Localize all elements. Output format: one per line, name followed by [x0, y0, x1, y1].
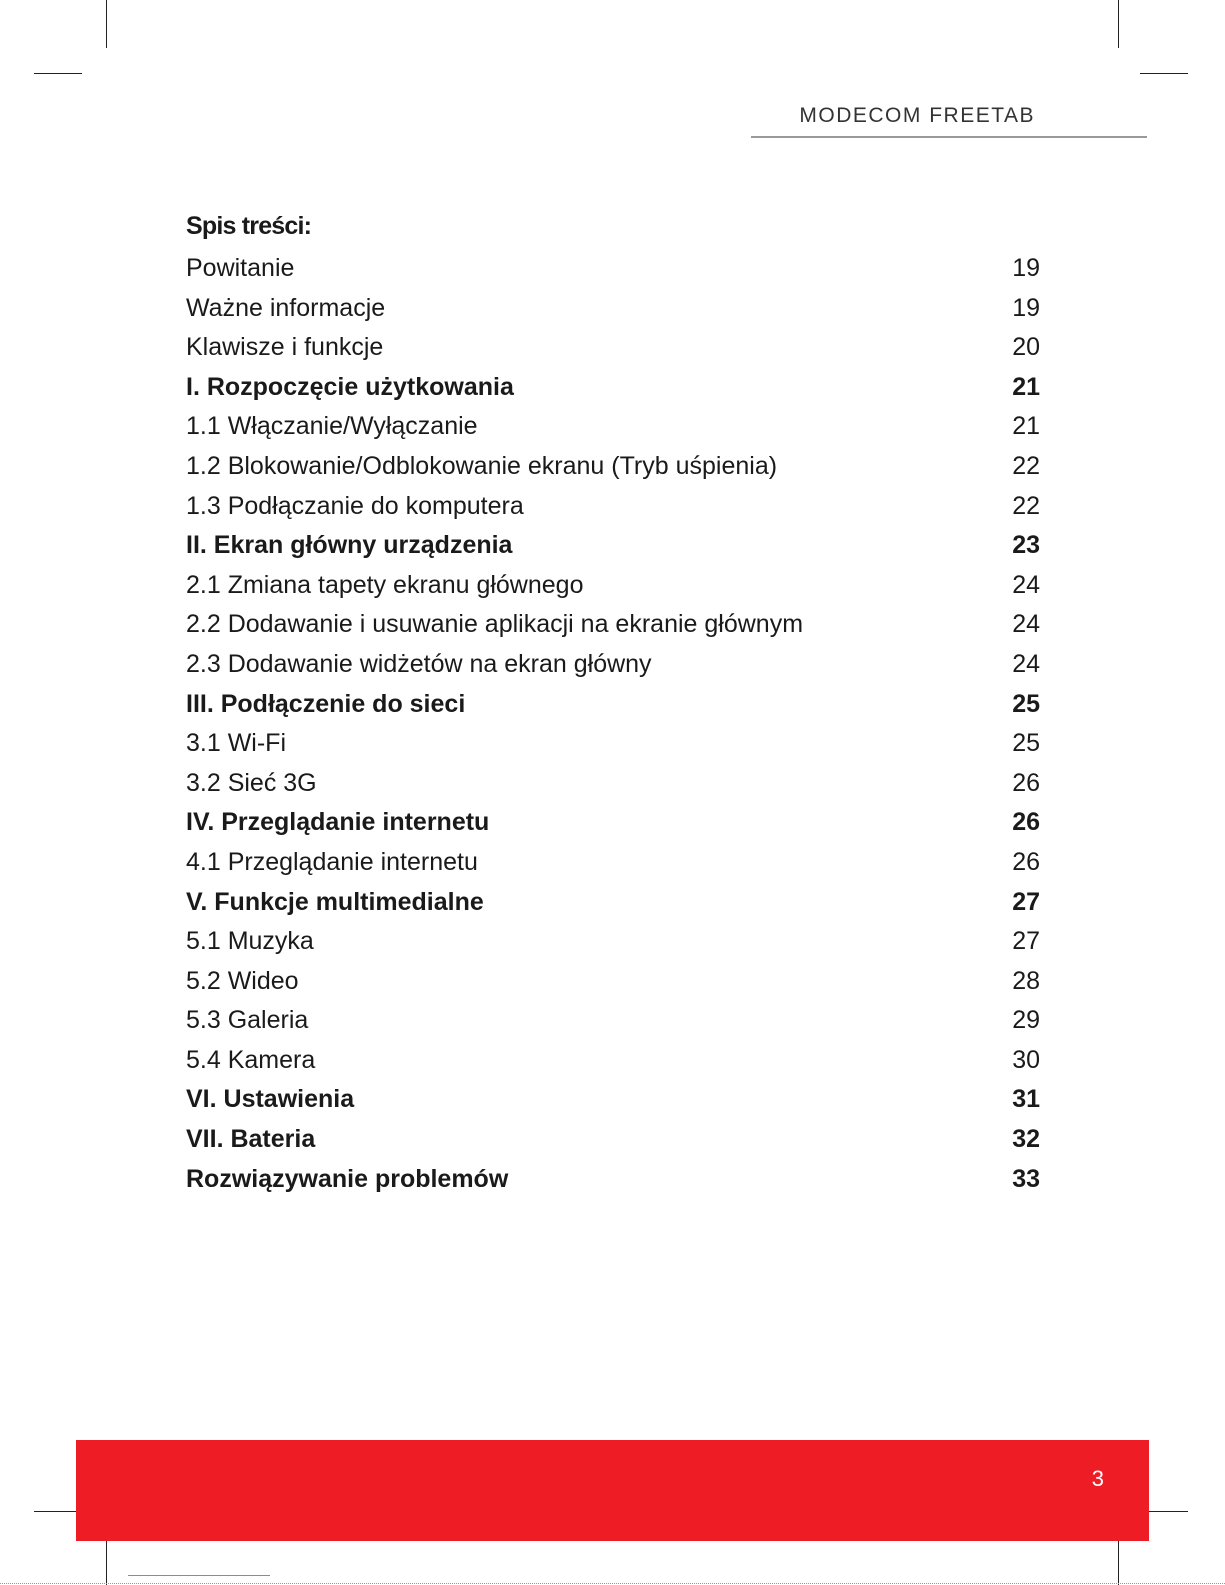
crop-mark-top-left-vertical [106, 0, 107, 48]
toc-entry-title: 2.2 Dodawanie i usuwanie aplikacji na ekranie głównym [186, 610, 804, 639]
toc-entry-title: 2.3 Dodawanie widżetów na ekran główny [186, 649, 652, 678]
crop-mark-top-right-horizontal [1140, 73, 1188, 74]
toc-entry-page: 26 [1012, 808, 1040, 837]
toc-entry-title: VII. Bateria [186, 1125, 316, 1154]
toc-section-entry[interactable] [186, 566, 1040, 606]
toc-chapter-entry[interactable] [186, 1120, 1040, 1160]
toc-entry-page: 21 [1012, 412, 1040, 441]
toc-entry-title: 2.1 Zmiana tapety ekranu głównego [186, 570, 584, 599]
footer-bar [76, 1440, 1149, 1541]
toc-entry-title: 3.1 Wi-Fi [186, 729, 286, 758]
toc-section-entry[interactable] [186, 249, 1040, 289]
toc-entry-page: 27 [1012, 887, 1040, 916]
toc-entry-title: 5.3 Galeria [186, 1006, 309, 1035]
toc-entry-title: III. Podłączenie do sieci [186, 689, 466, 718]
toc-entry-title: 5.2 Wideo [186, 966, 299, 995]
toc-entry-page: 22 [1012, 451, 1040, 480]
toc-chapter-entry[interactable] [186, 803, 1040, 843]
toc-entry-title: Klawisze i funkcje [186, 333, 384, 362]
toc-entry-page: 27 [1012, 927, 1040, 956]
toc-section-entry[interactable] [186, 645, 1040, 685]
toc-section-entry[interactable] [186, 487, 1040, 527]
toc-entry-page: 31 [1012, 1085, 1040, 1114]
toc-entry-title: 5.4 Kamera [186, 1045, 316, 1074]
toc-entry-page: 21 [1012, 372, 1040, 401]
toc-entry-title: II. Ekran główny urządzenia [186, 531, 513, 560]
toc-entry-title: Ważne informacje [186, 293, 386, 322]
toc-section-entry[interactable] [186, 407, 1040, 447]
toc-chapter-entry[interactable] [186, 526, 1040, 566]
toc-entry-title: Rozwiązywanie problemów [186, 1164, 509, 1193]
toc-list [186, 249, 1040, 1199]
toc-section-entry[interactable] [186, 328, 1040, 368]
toc-section-entry[interactable] [186, 289, 1040, 329]
toc-entry-title: I. Rozpoczęcie użytkowania [186, 372, 514, 401]
toc-entry-page: 26 [1012, 768, 1040, 797]
crop-mark-bottom-right-vertical [1118, 1537, 1119, 1585]
toc-entry-page: 22 [1012, 491, 1040, 520]
crop-mark-bottom-left-horizontal [34, 1511, 82, 1512]
toc-entry-page: 28 [1012, 966, 1040, 995]
toc-entry-title: 5.1 Muzyka [186, 927, 314, 956]
toc-entry-page: 23 [1012, 531, 1040, 560]
toc-entry-title: VI. Ustawienia [186, 1085, 355, 1114]
toc-entry-page: 25 [1012, 689, 1040, 718]
toc-entry-title: 3.2 Sieć 3G [186, 768, 317, 797]
toc-section-entry[interactable] [186, 1001, 1040, 1041]
toc-heading: Spis treści: [186, 212, 312, 240]
toc-entry-title: 1.1 Włączanie/Wyłączanie [186, 412, 478, 441]
header-rule [751, 136, 1147, 138]
toc-entry-page: 24 [1012, 570, 1040, 599]
toc-chapter-entry[interactable] [186, 685, 1040, 725]
toc-entry-page: 19 [1012, 254, 1040, 282]
crop-mark-top-right-vertical [1118, 0, 1119, 48]
toc-entry-page: 25 [1012, 729, 1040, 758]
toc-entry-title: 4.1 Przeglądanie internetu [186, 847, 478, 876]
header-brand: MODECOM FREETAB [799, 104, 1035, 127]
page-number: 3 [1091, 1466, 1105, 1491]
toc-section-entry[interactable] [186, 724, 1040, 764]
toc-entry-page: 30 [1012, 1045, 1040, 1074]
toc-entry-title: 1.2 Blokowanie/Odblokowanie ekranu (Tryb uśpienia) [186, 451, 778, 480]
toc-entry-page: 24 [1012, 649, 1040, 678]
toc-entry-page: 26 [1012, 847, 1040, 876]
toc-section-entry[interactable] [186, 764, 1040, 804]
toc-chapter-entry[interactable] [186, 368, 1040, 408]
bottom-dotted-border [0, 1583, 1225, 1584]
toc-chapter-entry[interactable] [186, 1160, 1040, 1200]
toc-entry-page: 33 [1012, 1164, 1040, 1193]
toc-entry-page: 24 [1012, 610, 1040, 639]
toc-section-entry[interactable] [186, 605, 1040, 645]
toc-chapter-entry[interactable] [186, 1080, 1040, 1120]
toc-entry-title: Powitanie [186, 254, 295, 282]
crop-mark-bottom-left-vertical [106, 1537, 107, 1585]
toc-section-entry[interactable] [186, 922, 1040, 962]
toc-chapter-entry[interactable] [186, 883, 1040, 923]
toc-entry-page: 20 [1012, 333, 1040, 362]
toc-entry-title: 1.3 Podłączanie do komputera [186, 491, 524, 520]
toc-entry-page: 29 [1012, 1006, 1040, 1035]
toc-section-entry[interactable] [186, 843, 1040, 883]
toc-section-entry[interactable] [186, 1041, 1040, 1081]
toc-section-entry[interactable] [186, 447, 1040, 487]
toc-entry-title: IV. Przeglądanie internetu [186, 808, 490, 837]
toc-entry-page: 32 [1012, 1125, 1040, 1154]
bottom-link-underline [128, 1575, 270, 1576]
toc-entry-title: V. Funkcje multimedialne [186, 887, 484, 916]
toc-entry-page: 19 [1012, 293, 1040, 322]
toc-section-entry[interactable] [186, 962, 1040, 1002]
crop-mark-top-left-horizontal [34, 73, 82, 74]
